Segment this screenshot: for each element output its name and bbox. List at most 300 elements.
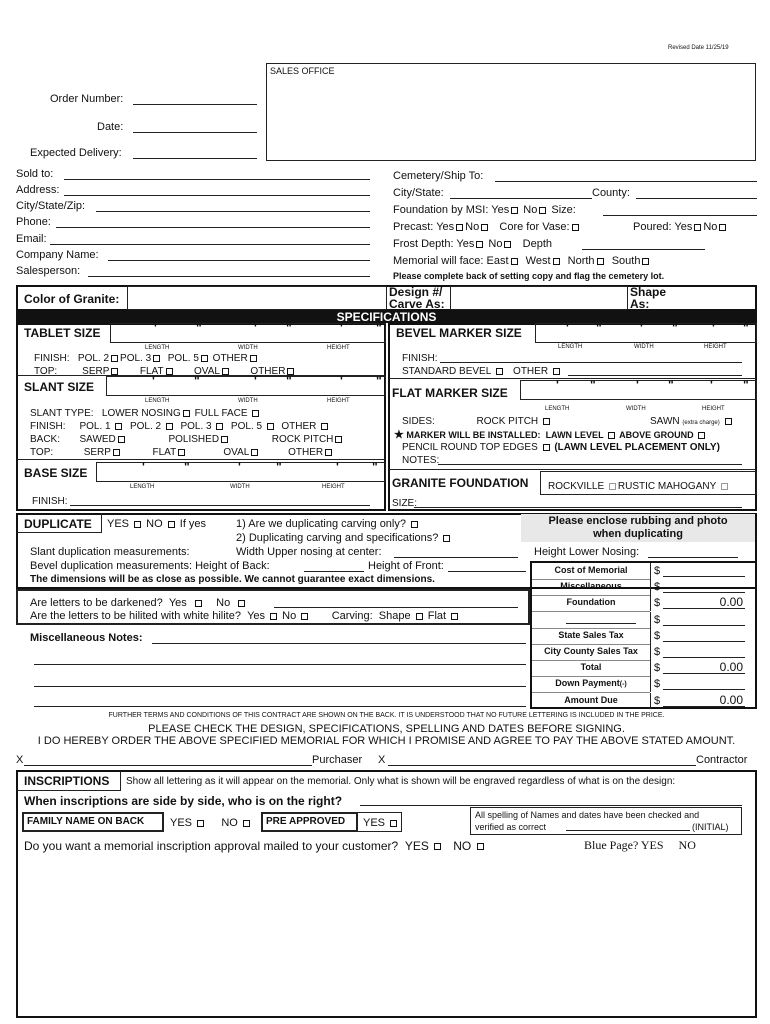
dup-q1-row xyxy=(236,518,420,531)
divider xyxy=(532,628,650,629)
granite-foundation-title: GRANITE FOUNDATION xyxy=(392,476,529,490)
foundation-size-field[interactable] xyxy=(603,215,757,216)
slant-oval-checkbox[interactable] xyxy=(251,449,258,456)
divider xyxy=(389,469,756,470)
divider xyxy=(650,595,651,611)
pol2-label: POL. 2 xyxy=(129,421,162,432)
salesperson-field[interactable] xyxy=(88,276,370,277)
misc-notes-line[interactable] xyxy=(34,686,526,687)
cost-value-field[interactable] xyxy=(663,576,745,577)
yes-label: YES xyxy=(404,839,429,853)
slant-dup-label: Slant duplication measurements: xyxy=(30,546,190,558)
tablet-other-checkbox[interactable] xyxy=(250,355,257,362)
pre-approved-yes-box xyxy=(357,812,402,832)
slant-pol1-checkbox[interactable] xyxy=(115,423,122,430)
slant-inch-mark: " xyxy=(376,374,382,388)
dollar-sign: $ xyxy=(654,695,661,707)
slant-other-checkbox[interactable] xyxy=(321,423,328,430)
tablet-feet-mark: ' xyxy=(340,321,343,335)
lawn-level-checkbox[interactable] xyxy=(608,432,615,439)
dup-q1-checkbox[interactable] xyxy=(411,521,418,528)
tablet-oval-checkbox[interactable] xyxy=(222,368,229,375)
bevel-width-label: WIDTH xyxy=(634,344,654,350)
pre-approved-label: PRE APPROVED xyxy=(266,816,346,827)
marker-installed-row xyxy=(394,429,707,442)
divider xyxy=(17,532,101,533)
divider xyxy=(650,676,651,692)
base-finish-field[interactable] xyxy=(70,505,370,506)
divider xyxy=(532,660,650,661)
dup-q2-row xyxy=(236,532,452,545)
cost-label: State Sales Tax xyxy=(558,630,624,640)
polished-checkbox[interactable] xyxy=(221,436,228,443)
initial-label: (INITIAL) xyxy=(692,822,729,832)
full-face-label: FULL FACE xyxy=(194,408,248,419)
asterisk-icon: ★ xyxy=(394,429,404,441)
tablet-pol5-checkbox[interactable] xyxy=(201,355,208,362)
foundation-msi-row xyxy=(393,204,576,217)
depth-label: Depth xyxy=(522,238,552,250)
pol3-label: POL. 3 xyxy=(180,421,212,432)
tablet-finish-row xyxy=(34,353,259,365)
cost-label: Amount Due xyxy=(564,695,618,705)
slant-inch-mark: " xyxy=(194,374,200,388)
enclose-line-1: Please enclose rubbing and photo xyxy=(548,515,728,527)
base-height-label: HEIGHT xyxy=(322,484,345,490)
poured-yes-checkbox[interactable] xyxy=(694,224,701,231)
flat-label: FLAT xyxy=(152,447,177,458)
dup-q1-label: 1) Are we duplicating carving only? xyxy=(236,518,406,530)
lawn-level-label: LAWN LEVEL xyxy=(545,430,604,440)
phone-label: Phone: xyxy=(16,216,51,228)
upper-nosing-field[interactable] xyxy=(394,557,518,558)
cost-value-field[interactable] xyxy=(663,689,745,690)
dup-q2-label: 2) Duplicating carving and specifications? xyxy=(236,532,439,544)
side-by-side-field[interactable] xyxy=(360,805,742,806)
slant-pol5-checkbox[interactable] xyxy=(267,423,274,430)
sales-office-box[interactable] xyxy=(266,63,756,161)
bevel-other-checkbox[interactable] xyxy=(553,368,560,375)
pencil-round-checkbox[interactable] xyxy=(543,444,550,451)
side-by-side-label: When inscriptions are side by side, who is on the right? xyxy=(24,794,343,808)
blue-page-label: Blue Page? YES NO xyxy=(584,838,696,852)
city-state-zip-field[interactable] xyxy=(96,211,370,212)
poured-label: Poured: xyxy=(633,221,672,233)
slant-back-row xyxy=(30,434,344,446)
cost-value-field[interactable] xyxy=(663,625,745,626)
purchaser-label: Purchaser xyxy=(312,754,363,766)
lower-nosing-checkbox[interactable] xyxy=(183,410,190,417)
serp-label: SERP xyxy=(83,447,111,458)
standard-bevel-checkbox[interactable] xyxy=(496,368,503,375)
frost-yes-checkbox[interactable] xyxy=(476,241,483,248)
finish-label: FINISH: xyxy=(34,353,70,364)
other-label: OTHER xyxy=(250,366,286,377)
darkened-no-checkbox[interactable] xyxy=(238,600,245,607)
slant-top-other-checkbox[interactable] xyxy=(325,449,332,456)
cost-value-field[interactable] xyxy=(663,592,745,593)
cost-value: 0.00 xyxy=(719,595,743,609)
base-dims-field[interactable] xyxy=(96,462,386,482)
order-number-field[interactable] xyxy=(133,104,257,105)
bevel-finish-field[interactable] xyxy=(440,362,742,363)
minus-suffix: (-) xyxy=(619,681,627,688)
yes-label: YES xyxy=(107,518,130,530)
cemetery-field[interactable] xyxy=(495,181,757,182)
bevel-dup-label: Bevel duplication measurements: Height of Back: xyxy=(30,560,270,572)
top-label: TOP: xyxy=(34,366,58,377)
color-granite-label: Color of Granite: xyxy=(24,292,120,306)
divider xyxy=(650,628,651,644)
tablet-serp-checkbox[interactable] xyxy=(111,368,118,375)
flat-sides-row xyxy=(402,416,552,428)
expected-delivery-label: Expected Delivery: xyxy=(30,147,122,159)
tablet-size-title: TABLET SIZE xyxy=(24,326,101,340)
rock-pitch-checkbox[interactable] xyxy=(335,436,342,443)
base-length-label: LENGTH xyxy=(130,484,155,490)
tablet-flat-checkbox[interactable] xyxy=(166,368,173,375)
base-size-title: BASE SIZE xyxy=(24,466,88,480)
no-label: No xyxy=(465,221,480,233)
poured-no-checkbox[interactable] xyxy=(719,224,726,231)
extra-charge-label: (extra charge) xyxy=(682,420,720,426)
phone-field[interactable] xyxy=(56,227,370,228)
bevel-feet-mark: ' xyxy=(640,321,643,335)
divider xyxy=(650,644,651,660)
height-front-label: Height of Front: xyxy=(368,560,444,572)
darkened-field[interactable] xyxy=(274,607,518,608)
east-checkbox[interactable] xyxy=(511,258,518,265)
flat-width-label: WIDTH xyxy=(626,406,646,412)
east-label: East xyxy=(486,255,509,267)
flat-feet-mark: ' xyxy=(556,378,559,392)
slant-top-row xyxy=(30,447,334,459)
pencil-round-row xyxy=(402,442,720,454)
enclose-line-2: when duplicating xyxy=(593,528,683,540)
divider xyxy=(17,790,121,791)
city-state-zip-label: City/State/Zip: xyxy=(16,200,86,212)
standard-bevel-label: STANDARD BEVEL xyxy=(402,366,491,377)
duplicate-no-checkbox[interactable] xyxy=(168,521,175,528)
foundation-no-checkbox[interactable] xyxy=(539,207,546,214)
family-no-checkbox[interactable] xyxy=(243,820,250,827)
depth-field[interactable] xyxy=(582,249,705,250)
flat-notes-field[interactable] xyxy=(438,464,742,465)
contractor-x: X xyxy=(378,754,386,766)
no-label: NO xyxy=(221,817,238,829)
slant-flat-checkbox[interactable] xyxy=(178,449,185,456)
duplicate-yes-checkbox[interactable] xyxy=(134,521,141,528)
foundation-msi-label: Foundation by MSI: xyxy=(393,204,489,216)
shape-as-label: As: xyxy=(630,297,650,311)
check-statement: PLEASE CHECK THE DESIGN, SPECIFICATIONS, SPELLING AND DATES BEFORE SIGNING. xyxy=(148,723,625,735)
family-name-label: FAMILY NAME ON BACK xyxy=(27,816,145,827)
above-ground-checkbox[interactable] xyxy=(698,432,705,439)
enclose-rubbing-note xyxy=(521,514,755,542)
pencil-round-label: PENCIL ROUND TOP EDGES xyxy=(402,442,538,453)
pol2-label: POL. 2 xyxy=(77,353,110,364)
sold-to-label: Sold to: xyxy=(16,168,54,180)
flat-rock-pitch-checkbox[interactable] xyxy=(543,418,550,425)
dollar-sign: $ xyxy=(654,662,661,674)
tablet-feet-mark: ' xyxy=(154,321,157,335)
bevel-other-field[interactable] xyxy=(568,375,742,376)
south-checkbox[interactable] xyxy=(642,258,649,265)
email-label: Email: xyxy=(16,233,47,245)
flat-feet-mark: ' xyxy=(636,378,639,392)
pol5-label: POL. 5 xyxy=(230,421,263,432)
back-label: BACK: xyxy=(30,434,61,445)
specifications-header: SPECIFICATIONS xyxy=(16,311,757,323)
rockville-label: ROCKVILLE xyxy=(548,481,605,492)
divider xyxy=(532,644,650,645)
sawn-checkbox[interactable] xyxy=(725,418,732,425)
precast-no-checkbox[interactable] xyxy=(481,224,488,231)
divider xyxy=(650,693,651,709)
misc-notes-label: Miscellaneous Notes: xyxy=(30,632,143,644)
duplicate-title: DUPLICATE xyxy=(24,517,92,531)
top-label: TOP: xyxy=(30,447,54,458)
carving-label: Carving: xyxy=(331,610,373,622)
carving-flat-checkbox[interactable] xyxy=(451,613,458,620)
mail-approval-row xyxy=(24,839,486,853)
height-front-field[interactable] xyxy=(448,571,526,572)
gf-size-field[interactable] xyxy=(414,507,742,508)
no-label: No xyxy=(703,221,718,233)
family-yes-checkbox[interactable] xyxy=(197,820,204,827)
dollar-sign: $ xyxy=(654,581,661,593)
precast-label: Precast: xyxy=(393,221,434,233)
base-feet-mark: ' xyxy=(142,460,145,474)
purchaser-signature-field[interactable] xyxy=(24,765,312,766)
divider xyxy=(532,676,650,677)
misc-notes-line[interactable] xyxy=(34,664,526,665)
precast-yes-checkbox[interactable] xyxy=(456,224,463,231)
bevel-feet-mark: ' xyxy=(712,321,715,335)
lower-nosing-field[interactable] xyxy=(648,557,738,558)
divider xyxy=(532,595,650,596)
bevel-length-label: LENGTH xyxy=(558,344,583,350)
slant-type-label: SLANT TYPE: xyxy=(30,408,94,419)
flat-sawn-row xyxy=(650,416,734,428)
pol5-label: POL. 5 xyxy=(167,353,199,364)
company-label: Company Name: xyxy=(16,249,99,261)
city-state-label: City/State: xyxy=(393,187,444,199)
north-label: North xyxy=(567,255,595,267)
slant-pol3-checkbox[interactable] xyxy=(216,423,223,430)
other-label: OTHER xyxy=(281,421,317,432)
cost-label: Miscellaneous xyxy=(560,581,622,591)
dollar-sign: $ xyxy=(654,678,661,690)
bevel-inch-mark: " xyxy=(743,321,749,335)
west-checkbox[interactable] xyxy=(553,258,560,265)
misc-notes-field[interactable] xyxy=(152,643,526,644)
carve-as-label: Carve As: xyxy=(389,297,445,311)
down-payment-label: Down Payment xyxy=(555,678,620,688)
frost-label: Frost Depth: xyxy=(393,238,454,250)
date-label: Date: xyxy=(97,121,124,133)
cost-blank-label-field[interactable] xyxy=(566,623,636,624)
design-field[interactable] xyxy=(450,286,628,310)
cost-label: Cost of Memorial xyxy=(554,565,628,575)
bevel-feet-mark: ' xyxy=(566,321,569,335)
divider xyxy=(120,771,121,791)
slant-width-label: WIDTH xyxy=(238,398,258,404)
above-ground-label: ABOVE GROUND xyxy=(619,430,694,440)
tablet-feet-mark: ' xyxy=(254,321,257,335)
sales-office-label: SALES OFFICE xyxy=(270,66,335,76)
bevel-inch-mark: " xyxy=(672,321,678,335)
other-label: OTHER xyxy=(212,353,248,364)
divider xyxy=(650,612,651,628)
divider xyxy=(532,692,650,693)
cost-label xyxy=(532,678,650,689)
sides-label: SIDES: xyxy=(402,416,435,427)
base-width-label: WIDTH xyxy=(230,484,250,490)
yes-label: Yes xyxy=(491,204,510,216)
lawn-only-label: (LAWN LEVEL PLACEMENT ONLY) xyxy=(554,442,720,453)
serp-label: SERP xyxy=(82,366,110,377)
dollar-sign: $ xyxy=(654,630,661,642)
pol1-label: POL. 1 xyxy=(79,421,111,432)
city-state-field[interactable] xyxy=(450,198,592,199)
bevel-height-label: HEIGHT xyxy=(704,344,727,350)
slant-serp-checkbox[interactable] xyxy=(113,449,120,456)
cost-value-field[interactable] xyxy=(663,657,745,658)
yes-label: Yes xyxy=(456,238,475,250)
slant-feet-mark: ' xyxy=(254,374,257,388)
slant-feet-mark: ' xyxy=(340,374,343,388)
divider xyxy=(100,513,102,533)
slant-dims-field[interactable] xyxy=(106,376,386,396)
hilite-no-checkbox[interactable] xyxy=(301,613,308,620)
vase-label: Core for Vase: xyxy=(499,221,570,233)
inscriptions-desc: Show all lettering as it will appear on the memorial. Only what is shown will be engraved regardless of what is on the design: xyxy=(126,776,676,787)
other-label: OTHER xyxy=(513,366,549,377)
poured-row xyxy=(633,221,728,234)
base-inch-mark: " xyxy=(184,460,190,474)
flat-inch-mark: " xyxy=(743,378,749,392)
tablet-pol2-checkbox[interactable] xyxy=(111,355,118,362)
other-label: OTHER xyxy=(288,447,324,458)
height-back-field[interactable] xyxy=(304,571,364,572)
email-field[interactable] xyxy=(50,244,370,245)
slant-pol2-checkbox[interactable] xyxy=(166,423,173,430)
slant-length-label: LENGTH xyxy=(145,398,170,404)
flat-height-label: HEIGHT xyxy=(702,406,725,412)
gf-size-label: SIZE: xyxy=(392,498,418,509)
darkened-row xyxy=(30,597,247,610)
lower-nosing-label: Height Lower Nosing: xyxy=(534,546,640,558)
cost-value-field[interactable] xyxy=(663,641,745,642)
salesperson-label: Salesperson: xyxy=(16,265,81,277)
tablet-inch-mark: " xyxy=(286,321,292,335)
shape-label: Shape xyxy=(630,285,667,299)
oval-label: OVAL xyxy=(194,366,220,377)
darkened-yes-checkbox[interactable] xyxy=(195,600,202,607)
flat-notes-label: NOTES: xyxy=(402,455,440,466)
north-checkbox[interactable] xyxy=(597,258,604,265)
pol3-label: POL. 3 xyxy=(120,353,152,364)
upper-nosing-label: Width Upper nosing at center: xyxy=(236,546,382,558)
hilite-yes-checkbox[interactable] xyxy=(270,613,277,620)
rustic-mahogany-checkbox[interactable] xyxy=(721,483,728,490)
flat-label: FLAT xyxy=(139,366,164,377)
frost-no-checkbox[interactable] xyxy=(504,241,511,248)
contractor-label: Contractor xyxy=(696,754,748,766)
bevel-marker-title: BEVEL MARKER SIZE xyxy=(396,326,522,340)
dup-q2-checkbox[interactable] xyxy=(443,535,450,542)
divider xyxy=(532,611,650,612)
foundation-yes-checkbox[interactable] xyxy=(511,207,518,214)
slant-inch-mark: " xyxy=(286,374,292,388)
dollar-sign: $ xyxy=(654,565,661,577)
tablet-pol3-checkbox[interactable] xyxy=(153,355,160,362)
rock-pitch-label: ROCK PITCH xyxy=(271,434,334,445)
polished-label: POLISHED xyxy=(168,434,220,445)
flat-inch-mark: " xyxy=(590,378,596,392)
base-finish-label: FINISH: xyxy=(32,496,68,507)
revised-date: Revised Date 11/25/19 xyxy=(668,45,729,51)
sold-to-field[interactable] xyxy=(64,179,370,180)
color-granite-field[interactable] xyxy=(127,286,387,310)
tablet-inch-mark: " xyxy=(376,321,382,335)
company-field[interactable] xyxy=(108,260,370,261)
tablet-dims-field[interactable] xyxy=(110,323,386,343)
slant-height-label: HEIGHT xyxy=(327,398,350,404)
mail-no-checkbox[interactable] xyxy=(477,843,484,850)
divider xyxy=(650,579,651,595)
slant-size-title: SLANT SIZE xyxy=(24,380,95,394)
cost-label: Total xyxy=(580,662,602,672)
sawed-label: SAWED xyxy=(79,434,116,445)
yes-label: YES xyxy=(363,817,386,829)
divider xyxy=(650,660,651,676)
vase-checkbox[interactable] xyxy=(572,224,579,231)
initial-field[interactable] xyxy=(566,830,690,831)
full-face-checkbox[interactable] xyxy=(252,410,259,417)
address-field[interactable] xyxy=(64,195,370,196)
cost-label: City County Sales Tax xyxy=(544,646,638,656)
yes-label: Yes xyxy=(247,610,266,622)
divider xyxy=(17,459,385,460)
date-field[interactable] xyxy=(133,132,257,133)
duplicate-yn-row xyxy=(107,518,206,531)
mail-yes-checkbox[interactable] xyxy=(434,843,441,850)
expected-delivery-field[interactable] xyxy=(133,158,257,159)
no-label: No xyxy=(523,204,538,216)
sawed-checkbox[interactable] xyxy=(118,436,125,443)
flat-marker-title: FLAT MARKER SIZE xyxy=(392,386,508,400)
shape-label: Shape xyxy=(378,610,411,622)
flat-length-label: LENGTH xyxy=(545,406,570,412)
divider xyxy=(650,563,651,579)
carving-shape-checkbox[interactable] xyxy=(416,613,423,620)
county-field[interactable] xyxy=(636,198,757,199)
contractor-signature-field[interactable] xyxy=(388,765,696,766)
order-number-label: Order Number: xyxy=(50,93,124,105)
inscriptions-title: INSCRIPTIONS xyxy=(24,774,110,788)
foundation-type-row xyxy=(548,481,730,493)
rock-pitch-label: ROCK PITCH xyxy=(476,416,539,427)
tablet-width-label: WIDTH xyxy=(238,345,258,351)
misc-notes-line[interactable] xyxy=(34,706,526,707)
west-label: West xyxy=(525,255,551,267)
address-label: Address: xyxy=(16,184,60,196)
rockville-checkbox[interactable] xyxy=(609,483,616,490)
tablet-height-label: HEIGHT xyxy=(327,345,350,351)
order-statement: I DO HEREBY ORDER THE ABOVE SPECIFIED MEMORIAL FOR WHICH I PROMISE AND AGREE TO PAY THE ABOVE STATED AMOUNT. xyxy=(37,735,736,747)
